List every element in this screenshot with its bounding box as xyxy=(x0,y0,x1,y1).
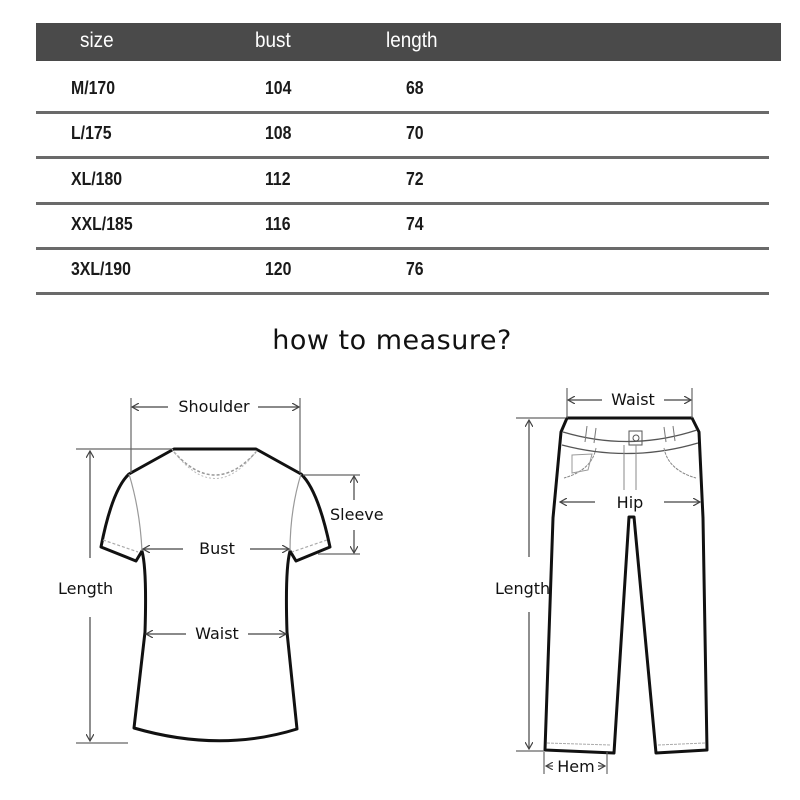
cell-length: 72 xyxy=(406,169,424,189)
table-row xyxy=(36,157,769,205)
cell-length: 70 xyxy=(406,123,424,143)
measure-guide-title: how to measure? xyxy=(272,325,512,356)
bust-label: Bust xyxy=(199,539,235,558)
header-bust: bust xyxy=(255,29,291,52)
cell-bust: 116 xyxy=(265,214,291,234)
shoulder-label: Shoulder xyxy=(178,397,250,416)
cell-size: 3XL/190 xyxy=(71,259,131,279)
cell-length: 76 xyxy=(406,259,424,279)
pants-waist-label: Waist xyxy=(611,390,655,409)
cell-bust: 108 xyxy=(265,123,292,143)
cell-bust: 104 xyxy=(265,78,292,98)
cell-size: L/175 xyxy=(71,123,112,143)
cell-length: 68 xyxy=(406,78,424,98)
table-row xyxy=(36,247,769,295)
pants-length-label: Length xyxy=(495,579,551,598)
cell-bust: 120 xyxy=(265,259,292,279)
header-size: size xyxy=(80,29,114,52)
cell-size: M/170 xyxy=(71,78,116,98)
tshirt-waist-label: Waist xyxy=(195,624,239,643)
sleeve-label: Sleeve xyxy=(330,505,384,524)
tshirt-diagram xyxy=(58,397,384,743)
table-row xyxy=(36,202,769,250)
cell-length: 74 xyxy=(406,214,424,234)
header-length: length xyxy=(386,29,438,52)
pants-diagram xyxy=(495,388,707,776)
hem-label: Hem xyxy=(557,757,595,776)
table-row xyxy=(36,111,769,159)
table-header xyxy=(36,23,781,61)
hip-label: Hip xyxy=(616,493,644,512)
table-row xyxy=(36,66,769,114)
cell-size: XL/180 xyxy=(71,169,123,189)
cell-size: XXL/185 xyxy=(71,214,133,234)
cell-bust: 112 xyxy=(265,169,291,189)
tshirt-length-label: Length xyxy=(58,579,114,598)
